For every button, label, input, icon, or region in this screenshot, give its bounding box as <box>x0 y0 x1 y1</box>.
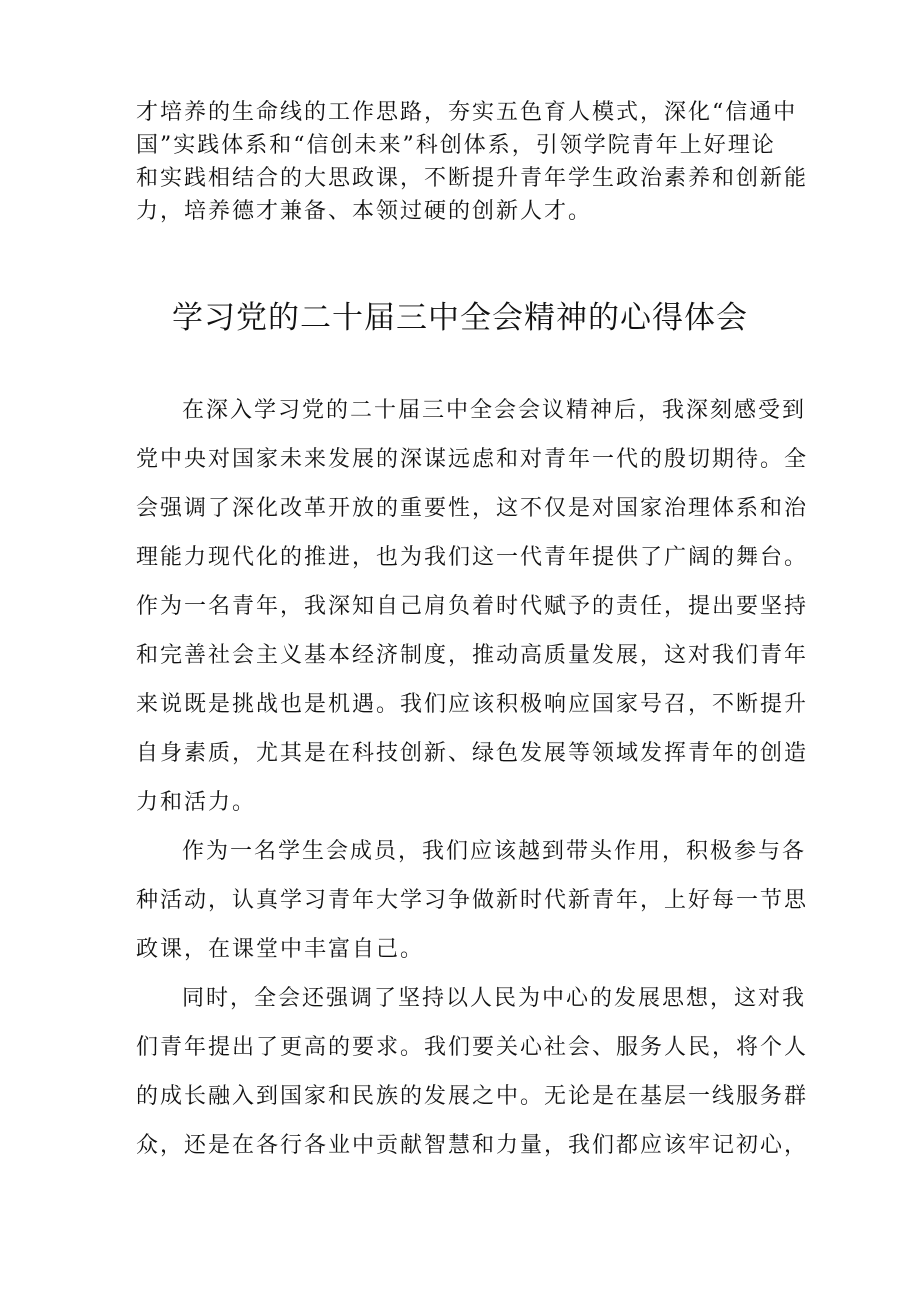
paragraph-line: 作为一名学生会成员，我们应该越到带头作用，积极参与各 <box>182 839 807 864</box>
paragraph-line: 同时，全会还强调了坚持以人民为中心的发展思想，这对我 <box>182 986 807 1011</box>
paragraph-line: 自身素质，尤其是在科技创新、绿色发展等领域发挥青年的创造 <box>136 741 809 766</box>
text-line: 和实践相结合的大思政课，不断提升青年学生政治素养和创新能 <box>136 166 809 191</box>
paragraph-line: 会强调了深化改革开放的重要性，这不仅是对国家治理体系和治 <box>136 496 809 521</box>
paragraph-line: 作为一名青年，我深知自己肩负着时代赋予的责任，提出要坚持 <box>136 594 809 619</box>
text-line: 力，培养德才兼备、本领过硬的创新人才。 <box>136 199 593 224</box>
paragraph-line: 理能力现代化的推进，也为我们这一代青年提供了广阔的舞台。 <box>136 545 809 570</box>
paragraph-line: 党中央对国家未来发展的深谋远虑和对青年一代的殷切期待。全 <box>136 447 809 472</box>
paragraph-line: 的成长融入到国家和民族的发展之中。无论是在基层一线服务群 <box>136 1084 809 1109</box>
text-line: 国”实践体系和“信创未来”科创体系，引领学院青年上好理论 <box>136 133 776 158</box>
paragraph-line: 种活动，认真学习青年大学习争做新时代新青年，上好每一节思 <box>136 888 809 913</box>
text-line: 才培养的生命线的工作思路，夯实五色育人模式，深化“信通中 <box>136 100 798 125</box>
paragraph-line: 众，还是在各行各业中贡献智慧和力量，我们都应该牢记初心， <box>136 1133 809 1158</box>
article-title: 学习党的二十届三中全会精神的心得体会 <box>172 300 748 336</box>
paragraph-line: 们青年提出了更高的要求。我们要关心社会、服务人民，将个人 <box>136 1035 809 1060</box>
intro-paragraph <box>136 96 809 228</box>
paragraph-line: 来说既是挑战也是机遇。我们应该积极响应国家号召，不断提升 <box>136 692 809 717</box>
paragraph-line: 和完善社会主义基本经济制度，推动高质量发展，这对我们青年 <box>136 643 809 668</box>
article-body <box>136 393 809 1177</box>
paragraph-line: 力和活力。 <box>136 790 257 815</box>
paragraph-line: 政课，在课堂中丰富自己。 <box>136 937 425 962</box>
paragraph-line: 在深入学习党的二十届三中全会会议精神后，我深刻感受到 <box>182 398 807 423</box>
